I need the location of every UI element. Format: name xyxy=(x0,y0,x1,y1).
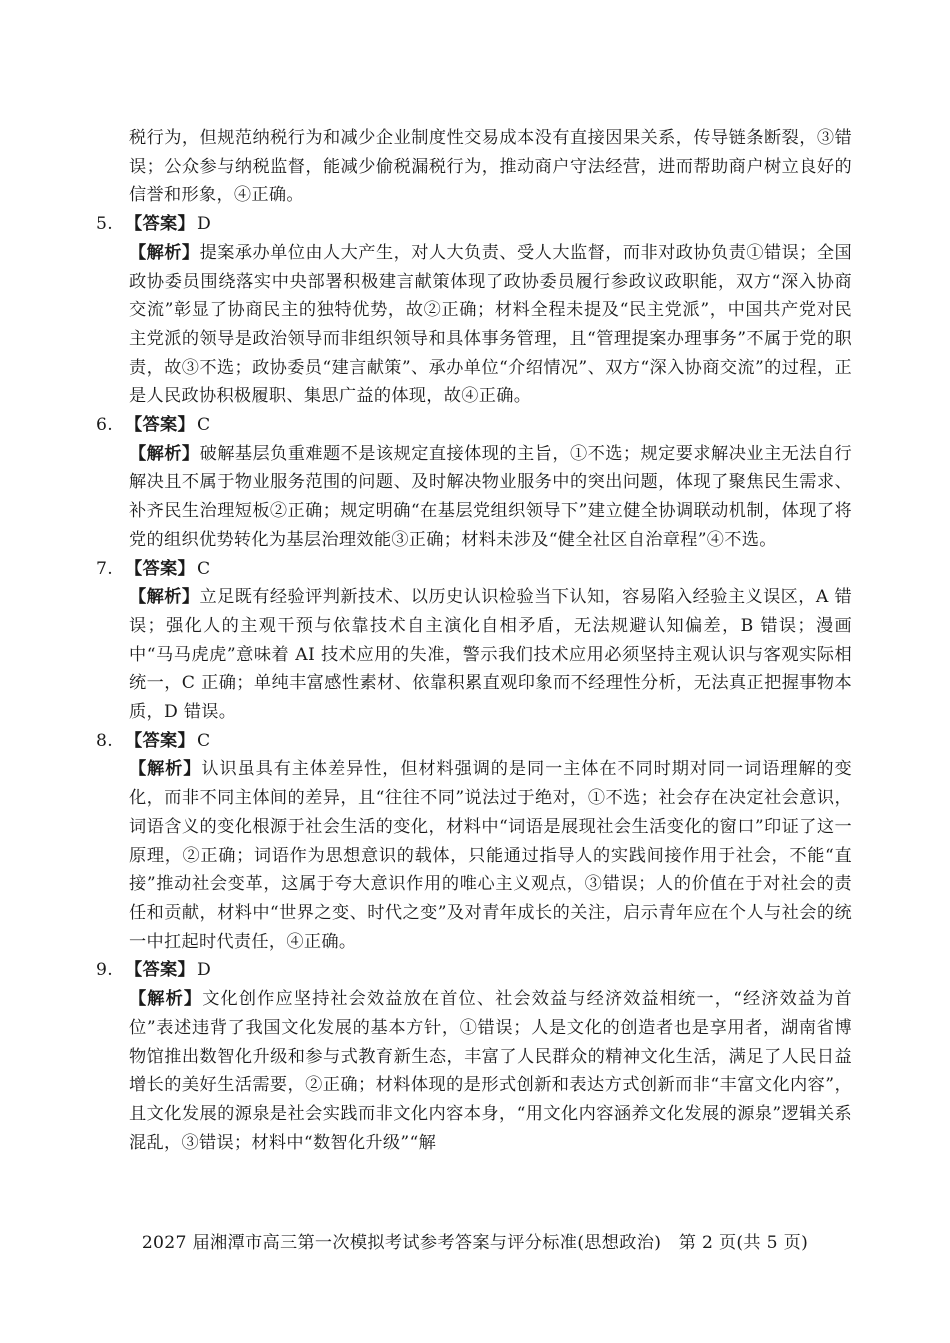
analysis-text: 文化创作应坚持社会效益放在首位、社会效益与经济效益相统一，“经济效益为首位”表述违背了我国文化发展的基本方针，①错误；人是文化的创造者也是享用者，湖南省博物馆推出数智化升级和参与式教育新生态，丰富了人民群众的精神文化生活，满足了人民日益增长的美好生活需要，②正确；材料体现的是形式创新和表达方式创新而非“丰富文化内容”，且文化发展的源泉是社会实践而非文化内容本身，“用文化内容涵养文化发展的源泉”逻辑关系混乱，③错误；材料中“数智化升级”“解 xyxy=(129,989,853,1153)
analysis-tag: 【解析】 xyxy=(129,587,200,608)
analysis-text: 立足既有经验评判新技术、以历史认识检验当下认知，容易陷入经验主义误区，A 错误；强化人的主观干预与依靠技术自主演化自相矛盾，无法规避认知偏差，B 错误；漫画中“马马虎虎”意味着 AI 技术应用的失准，警示我们技术应用必须坚持主观认识与客观实际相统一，C 正确；单纯丰富感性素材、依靠积累直观印象而不经理性分析，无法真正把握事物本质，D 错误。 xyxy=(129,587,852,723)
continued-analysis-text: 税行为，但规范纳税行为和减少企业制度性交易成本没有直接因果关系，传导链条断裂，③错误；公众参与纳税监督，能减少偷税漏税行为，推动商户守法经营，进而帮助商户树立良好的信誉和形象，④正确。 xyxy=(129,128,852,206)
answer-value: C xyxy=(196,415,211,436)
answer-value: C xyxy=(196,558,211,579)
analysis-text: 破解基层负重难题不是该规定直接体现的主旨，①不选；规定要求解决业主无法自行解决且不属于物业服务范围的问题、及时解决物业服务中的突出问题，体现了聚焦民生需求、补齐民生治理短板②正确；规定明确“在基层党组织领导下”建立健全协调联动机制，体现了将党的组织优势转化为基层治理效能③正确；材料未涉及“健全社区自治章程”④不选。 xyxy=(129,443,853,550)
answer-tag: 【答案】 xyxy=(125,960,195,981)
answer-tag: 【答案】 xyxy=(125,214,195,235)
answer-tag: 【答案】 xyxy=(125,558,195,579)
answer-tag: 【答案】 xyxy=(125,730,195,751)
analysis-tag: 【解析】 xyxy=(129,759,202,780)
answer-item-7 xyxy=(96,555,852,727)
answer-item-5 xyxy=(96,210,852,411)
analysis-tag: 【解析】 xyxy=(129,242,200,263)
analysis-tag: 【解析】 xyxy=(129,989,203,1010)
answer-tag: 【答案】 xyxy=(125,415,195,436)
item-number: 9. xyxy=(96,960,113,981)
item-number: 6. xyxy=(96,415,113,436)
page-footer: 2027 届湘潭市高三第一次模拟考试参考答案与评分标准(思想政治) 第 2 页(共 5 页) xyxy=(141,1233,809,1253)
answer-value: D xyxy=(196,214,212,235)
answer-item-8 xyxy=(96,727,852,957)
item-number: 7. xyxy=(96,558,113,579)
item-number: 5. xyxy=(96,214,113,235)
answer-key-body xyxy=(96,124,852,1157)
answer-value: D xyxy=(196,960,212,981)
answer-item-6 xyxy=(96,411,852,555)
analysis-text: 提案承办单位由人大产生，对人大负责、受人大监督，而非对政协负责①错误；全国政协委员围绕落实中央部署积极建言献策体现了政协委员履行参政议政职能，双方“深入协商交流”彰显了协商民主的独特优势，故②正确；材料全程未提及“民主党派”，中国共产党对民主党派的领导是政治领导而非组织领导和具体事务管理，且“管理提案办理事务”不属于党的职责，故③不选；政协委员“建言献策”、承办单位“介绍情况”、双方“深入协商交流”的过程，正是人民政协积极履职、集思广益的体现，故④正确。 xyxy=(129,242,853,407)
analysis-tag: 【解析】 xyxy=(129,443,200,464)
analysis-text: 认识虽具有主体差异性，但材料强调的是同一主体在不同时期对同一词语理解的变化，而非不同主体间的差异，且“往往不同”说法过于绝对，①不选；社会存在决定社会意识，词语含义的变化根源于社会生活的变化，材料中“词语是展现社会生活变化的窗口”印证了这一原理，②正确；词语作为思想意识的载体，只能通过指导人的实践间接作用于社会，不能“直接”推动社会变革，这属于夸大意识作用的唯心主义观点，③错误；人的价值在于对社会的责任和贡献，材料中“世界之变、时代之变”及对青年成长的关注，启示青年应在个人与社会的统一中扛起时代责任，④正确。 xyxy=(129,759,852,952)
answer-item-9 xyxy=(96,956,852,1157)
answer-value: C xyxy=(196,730,211,751)
item-number: 8. xyxy=(96,730,113,751)
